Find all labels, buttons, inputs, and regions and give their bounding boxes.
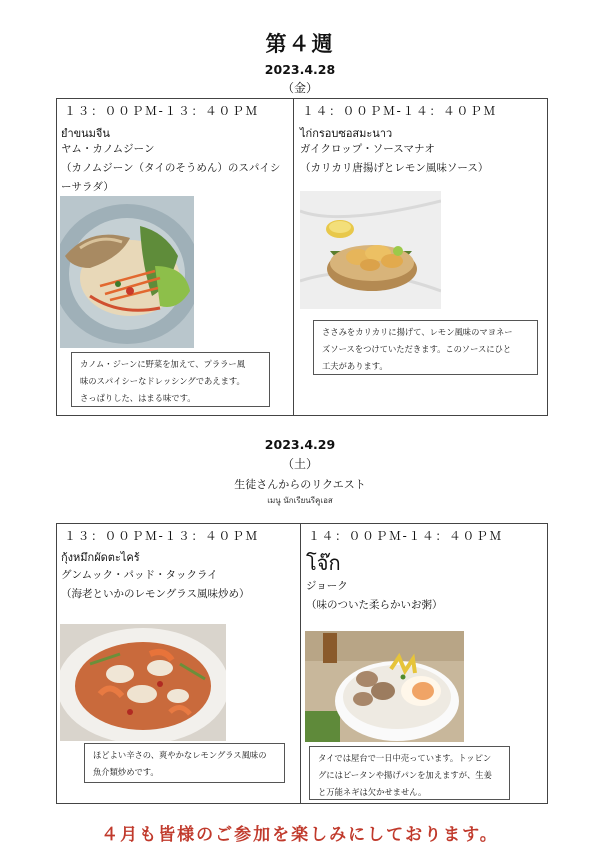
day2-right-note-line1: タイでは屋台で一日中売っています。トッピン <box>318 753 492 763</box>
day2-left-desc-line1: （海老といかのレモングラス風味炒め） <box>61 588 250 600</box>
day2-right-thai-name: โจ๊ก <box>306 551 341 575</box>
day1-left-note-line2: 味のスパイシーなドレッシングであえます。 <box>80 376 245 386</box>
day1-right-note <box>313 320 538 375</box>
day2-right-time: １４：００ＰＭ-１４：４０ＰＭ <box>308 529 503 543</box>
closing-message: ４月も皆様のご参加を楽しみにしております。 <box>101 825 499 845</box>
day2-right-note <box>309 746 510 800</box>
day1-right-note-line3: 工夫があります。 <box>322 361 388 371</box>
page-title: 第４週 <box>265 32 335 56</box>
day1-divider <box>293 98 294 415</box>
weekday-day1: （金） <box>281 81 318 95</box>
day1-right-desc-line1: （カリカリ唐揚げとレモン風味ソース） <box>300 162 489 174</box>
day2-left-note <box>84 743 285 783</box>
day2-left-dish-name: グンムック・パッド・タックライ <box>61 569 218 581</box>
day2-divider <box>300 523 301 803</box>
day2-left-time: １３：００ＰＭ-１３：４０ＰＭ <box>64 529 259 543</box>
yam-khanom-jin-photo <box>60 196 194 348</box>
day2-subtitle: 生徒さんからのリクエスト <box>234 478 366 491</box>
day2-right-note-line2: グにはピータンや揚げパンを加えますが、生姜 <box>318 770 492 780</box>
day1-left-note-line3: さっぱりした、はまる味です。 <box>80 393 196 403</box>
date-day1: 2023.4.28 <box>264 62 336 77</box>
jok-photo <box>305 631 464 742</box>
day1-right-dish-name: ガイクロップ・ソースマナオ <box>300 143 435 155</box>
day2-left-note-line2: 魚介類炒めです。 <box>93 767 159 777</box>
day2-thai-subtitle: เมนู นักเรียนรีคูเอส <box>267 496 333 505</box>
day1-left-time: １３：００ＰＭ-１３：４０ＰＭ <box>64 104 259 118</box>
weekday-day2: （土） <box>281 457 318 471</box>
day1-right-note-line1: ささみをカリカリに揚げて、レモン風味のマヨネー <box>322 327 513 337</box>
day1-left-desc-line1: （カノムジーン（タイのそうめん）のスパイシ <box>61 162 281 174</box>
day2-left-note-line1: ほどよい辛さの、爽やかなレモングラス風味の <box>93 750 267 760</box>
day2-right-dish-name: ジョーク <box>306 580 348 592</box>
day1-left-dish-name: ヤム・カノムジーン <box>61 143 155 155</box>
day1-right-time: １４：００ＰＭ-１４：４０ＰＭ <box>302 104 497 118</box>
day2-left-thai-name: กุ้งหมึกผัดตะไคร้ <box>61 551 140 564</box>
day1-left-desc-line2: ーサラダ） <box>61 181 114 193</box>
day1-left-note-line1: カノム・ジーンに野菜を加えて、プララー風 <box>80 359 246 369</box>
day2-right-note-line3: と万能ネギは欠かせません。 <box>318 787 427 797</box>
day1-right-thai-name: ไก่กรอบซอสมะนาว <box>300 127 393 140</box>
day1-left-thai-name: ยำขนมจีน <box>61 127 110 140</box>
day1-right-note-line2: ズソースをつけていただきます。このソースにひと <box>322 344 512 354</box>
gai-krop-sauce-manao-photo <box>300 191 441 309</box>
goong-muek-pad-takrai-photo <box>60 624 226 741</box>
date-day2: 2023.4.29 <box>264 437 336 452</box>
day1-left-note <box>71 352 270 407</box>
day2-right-desc-line1: （味のついた柔らかいお粥） <box>306 599 443 611</box>
